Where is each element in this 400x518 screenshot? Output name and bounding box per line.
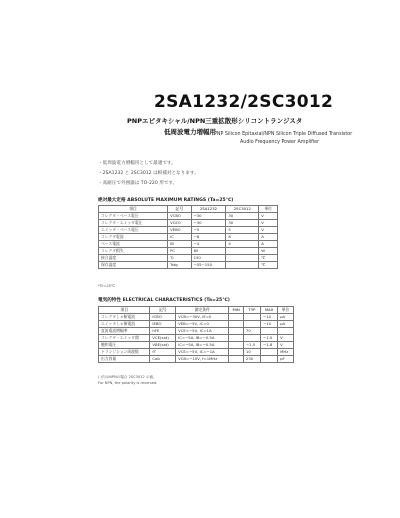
column-header: MIN bbox=[229, 307, 244, 314]
elec-body bbox=[99, 314, 294, 363]
table-cell bbox=[226, 255, 259, 262]
abs-max-note: *Tc=25℃ bbox=[98, 284, 115, 288]
table-cell: IEBO bbox=[150, 321, 176, 328]
table-cell: エミッタしゃ断電流 bbox=[99, 321, 150, 328]
table-cell bbox=[261, 356, 278, 363]
table-row bbox=[99, 227, 278, 234]
table-cell bbox=[229, 321, 244, 328]
column-header: 単位 bbox=[259, 206, 278, 213]
table-cell bbox=[261, 349, 278, 356]
table-cell: ベース電流 bbox=[99, 241, 168, 248]
table-cell: W bbox=[259, 248, 278, 255]
table-cell bbox=[261, 328, 278, 335]
table-cell: VEBO bbox=[168, 227, 191, 234]
table-cell bbox=[243, 321, 260, 328]
feature-line: ・高耐圧で外囲器は TO-220 形です。 bbox=[98, 181, 178, 186]
table-cell: V bbox=[259, 227, 278, 234]
column-header: MAX bbox=[261, 307, 278, 314]
table-cell: VEB=−5V, IC=0 bbox=[176, 321, 229, 328]
table-cell: −10 bbox=[261, 314, 278, 321]
table-row bbox=[99, 262, 278, 269]
table-row bbox=[99, 241, 278, 248]
table-cell: 60 bbox=[191, 248, 226, 255]
table-cell: IC=−5A, IB=−0.5A bbox=[176, 342, 229, 349]
table-cell: VCE=−5V, IC=−1A bbox=[176, 349, 229, 356]
table-header-row bbox=[99, 206, 278, 213]
table-cell: 保存温度 bbox=[99, 262, 168, 269]
table-cell: A bbox=[259, 234, 278, 241]
table-cell: 30 bbox=[226, 213, 259, 220]
table-cell: 接合温度 bbox=[99, 255, 168, 262]
table-cell: 30 bbox=[226, 220, 259, 227]
column-header: 記号 bbox=[168, 206, 191, 213]
table-cell: pF bbox=[278, 356, 294, 363]
table-row bbox=[99, 349, 294, 356]
abs-max-heading: 絶対最大定格 ABSOLUTE MAXIMUM RATINGS (Ta=25℃) bbox=[98, 198, 234, 203]
table-cell bbox=[243, 314, 260, 321]
table-cell: ℃ bbox=[259, 262, 278, 269]
table-cell bbox=[278, 328, 294, 335]
table-cell: −1.8 bbox=[261, 342, 278, 349]
abs-max-body bbox=[99, 213, 278, 269]
table-cell: 直流電流増幅率 bbox=[99, 328, 150, 335]
elec-note-english: For NPN, the polarity is reversed. bbox=[98, 381, 158, 385]
elec-heading: 電気的特性 ELECTRICAL CHARACTERISTICS (Ta=25℃) bbox=[98, 298, 230, 303]
elec-note: ( )内はNPNの場合 2SC3012 の値。 bbox=[98, 375, 157, 379]
table-cell: VCB=−30V, IE=0 bbox=[176, 314, 229, 321]
column-header: 単位 bbox=[278, 307, 294, 314]
table-cell: Tstg bbox=[168, 262, 191, 269]
table-row bbox=[99, 220, 278, 227]
table-cell: トランジション周波数 bbox=[99, 349, 150, 356]
table-cell: 230 bbox=[243, 356, 260, 363]
table-cell: A bbox=[259, 241, 278, 248]
table-cell: Cob bbox=[150, 356, 176, 363]
table-cell: 8 bbox=[226, 234, 259, 241]
column-header: 2SA1232 bbox=[191, 206, 226, 213]
table-cell bbox=[226, 262, 259, 269]
application-english: Audio Frequency Power Amplifier bbox=[240, 140, 320, 145]
table-cell: 70 bbox=[243, 328, 260, 335]
table-cell: VCB=−10V, f=1MHz bbox=[176, 356, 229, 363]
table-cell: コレクタ・エミッタ電圧 bbox=[99, 220, 168, 227]
table-row bbox=[99, 314, 294, 321]
table-cell bbox=[243, 335, 260, 342]
column-header: 測定条件 bbox=[176, 307, 229, 314]
table-cell: VCE(sat) bbox=[150, 335, 176, 342]
table-cell: −55~150 bbox=[191, 262, 226, 269]
column-header: TYP bbox=[243, 307, 260, 314]
table-cell: PC bbox=[168, 248, 191, 255]
table-cell: −8 bbox=[191, 234, 226, 241]
table-cell: 飽和電圧 bbox=[99, 342, 150, 349]
table-cell: コレクタ電流 bbox=[99, 234, 168, 241]
table-cell: −10 bbox=[261, 321, 278, 328]
table-row bbox=[99, 321, 294, 328]
table-cell: コレクタ・ベース電圧 bbox=[99, 213, 168, 220]
table-cell bbox=[229, 349, 244, 356]
feature-line: ・2SA1232 と 2SC3012 は相補対となります。 bbox=[98, 171, 199, 176]
abs-max-table bbox=[98, 205, 278, 269]
table-row bbox=[99, 255, 278, 262]
table-row bbox=[99, 356, 294, 363]
table-cell: −1.5 bbox=[243, 342, 260, 349]
table-cell bbox=[229, 342, 244, 349]
table-cell: ℃ bbox=[259, 255, 278, 262]
table-cell: 150 bbox=[191, 255, 226, 262]
table-cell: Tj bbox=[168, 255, 191, 262]
table-cell: ICBO bbox=[150, 314, 176, 321]
table-cell: −30 bbox=[191, 220, 226, 227]
table-cell: IC bbox=[168, 234, 191, 241]
table-cell bbox=[229, 328, 244, 335]
table-cell: エミッタ・ベース電圧 bbox=[99, 227, 168, 234]
table-cell: −1.0 bbox=[261, 335, 278, 342]
column-header: 項目 bbox=[99, 307, 150, 314]
table-cell: V bbox=[278, 335, 294, 342]
table-cell bbox=[226, 248, 259, 255]
table-cell: IB bbox=[168, 241, 191, 248]
table-row bbox=[99, 342, 294, 349]
table-cell: IC=−5A, IB=−0.5A bbox=[176, 335, 229, 342]
table-cell: µA bbox=[278, 314, 294, 321]
table-cell: µA bbox=[278, 321, 294, 328]
table-cell: −4 bbox=[191, 241, 226, 248]
table-row bbox=[99, 234, 278, 241]
table-cell: VCE=−5V, IC=1A bbox=[176, 328, 229, 335]
table-cell bbox=[229, 314, 244, 321]
table-cell: コレクタ・エミッタ間 bbox=[99, 335, 150, 342]
subtitle-english: PNP Silicon Epitaxial/NPN Silicon Triple Diffused Transistor bbox=[214, 132, 353, 137]
table-cell: V bbox=[278, 342, 294, 349]
table-cell: fT bbox=[150, 349, 176, 356]
table-cell: hFE bbox=[150, 328, 176, 335]
part-number-title: 2SA1232/2SC3012 bbox=[154, 92, 334, 112]
table-cell: V bbox=[259, 213, 278, 220]
table-row bbox=[99, 335, 294, 342]
subtitle-japanese: PNPエピタキシャル/NPN三重拡散形シリコントランジスタ bbox=[127, 117, 303, 125]
column-header: 記号 bbox=[150, 307, 176, 314]
table-cell bbox=[229, 335, 244, 342]
table-cell: 4 bbox=[226, 241, 259, 248]
table-cell: V bbox=[259, 220, 278, 227]
application-label: 低周波電力増幅用 bbox=[164, 128, 216, 136]
table-cell: 出力容量 bbox=[99, 356, 150, 363]
table-row bbox=[99, 213, 278, 220]
table-cell bbox=[229, 356, 244, 363]
elec-table bbox=[98, 306, 294, 363]
feature-line: ・低周波電力増幅用として最適です。 bbox=[98, 161, 176, 166]
table-cell: VCBO bbox=[168, 213, 191, 220]
table-cell: VCEO bbox=[168, 220, 191, 227]
table-cell: 5 bbox=[226, 227, 259, 234]
column-header: 項目 bbox=[99, 206, 168, 213]
table-cell: 10 bbox=[243, 349, 260, 356]
table-header-row bbox=[99, 307, 294, 314]
table-row bbox=[99, 248, 278, 255]
table-cell: コレクタしゃ断電流 bbox=[99, 314, 150, 321]
column-header: 2SC3012 bbox=[226, 206, 259, 213]
table-cell: −5 bbox=[191, 227, 226, 234]
table-cell: VBE(sat) bbox=[150, 342, 176, 349]
table-cell: MHz bbox=[278, 349, 294, 356]
table-cell: コレクタ損失 bbox=[99, 248, 168, 255]
table-cell: −30 bbox=[191, 213, 226, 220]
table-row bbox=[99, 328, 294, 335]
